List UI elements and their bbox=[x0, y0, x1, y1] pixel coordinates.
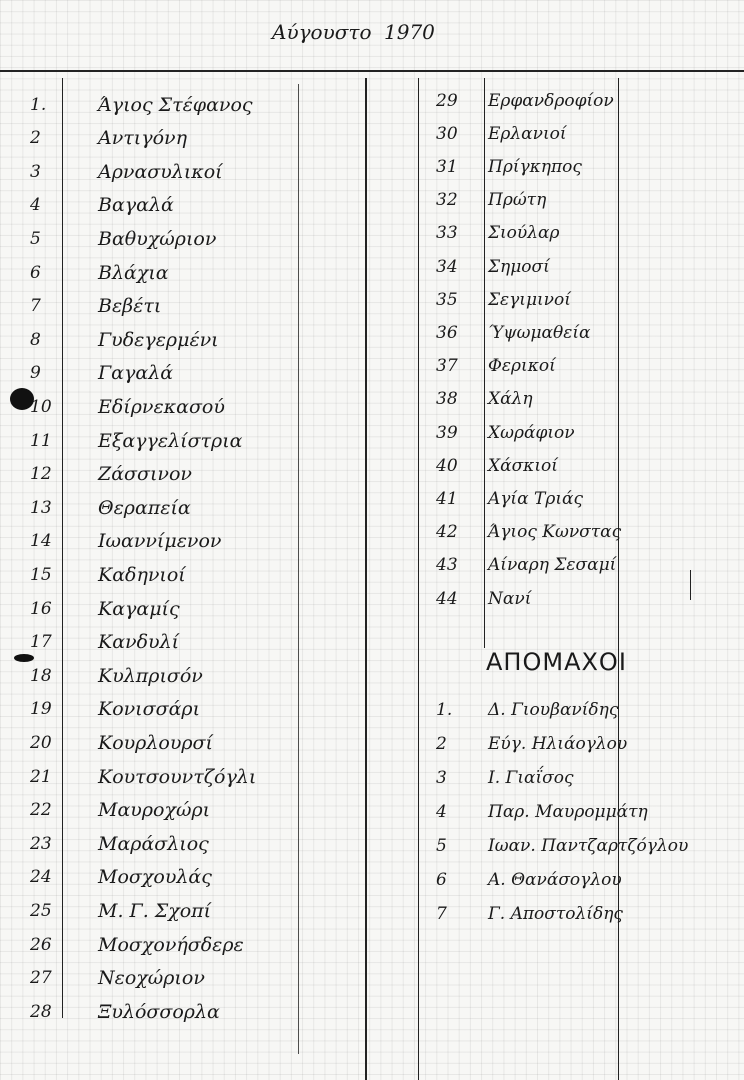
item-number: 29 bbox=[436, 90, 458, 111]
item-number: 33 bbox=[436, 223, 458, 244]
stray-mark bbox=[690, 570, 691, 600]
item-name: Α. Θανάσογλου bbox=[488, 869, 622, 890]
item-name: Δ. Γιουβανίδης bbox=[488, 699, 619, 720]
item-number: 43 bbox=[436, 555, 458, 576]
item-name: Ξυλόσσορλα bbox=[98, 1000, 220, 1023]
center-divider-line bbox=[365, 78, 367, 1080]
item-number: 39 bbox=[436, 422, 458, 443]
item-number: 5 bbox=[436, 835, 447, 856]
item-name: Ζάσσινον bbox=[98, 463, 192, 486]
item-name: Μ. Γ. Σχοπί bbox=[98, 899, 212, 922]
item-name: Βλάχια bbox=[98, 261, 169, 284]
item-name: Κονισσάρι bbox=[98, 698, 201, 721]
item-name: Μαυροχώρι bbox=[98, 799, 211, 822]
item-name: Ιωαν. Παντζαρτζόγλου bbox=[488, 835, 689, 856]
item-number: 40 bbox=[436, 455, 458, 476]
item-number: 35 bbox=[436, 289, 458, 310]
item-number: 44 bbox=[436, 588, 458, 609]
item-name: Ερλανιοί bbox=[488, 123, 567, 144]
item-number: 13 bbox=[30, 497, 52, 518]
item-number: 23 bbox=[30, 833, 52, 854]
item-name: Σεγιμινοί bbox=[488, 289, 571, 310]
item-number: 18 bbox=[30, 665, 52, 686]
item-name: Γ. Αποστολίδης bbox=[488, 903, 623, 924]
item-number: 31 bbox=[436, 156, 458, 177]
item-number: 27 bbox=[30, 968, 52, 989]
item-number: 22 bbox=[30, 800, 52, 821]
right-number-line bbox=[484, 78, 485, 648]
item-number: 37 bbox=[436, 356, 458, 377]
item-number: 2 bbox=[30, 128, 41, 149]
item-name: Χάσκιοί bbox=[488, 455, 558, 476]
section-heading-retired: ΑΠΟΜΑΧΟΙ bbox=[486, 648, 627, 676]
item-name: Άγιος Στέφανος bbox=[98, 93, 253, 116]
item-number: 7 bbox=[30, 296, 41, 317]
item-name: Εδίρνεκασού bbox=[98, 395, 225, 418]
item-name: Εξαγγελίστρια bbox=[98, 429, 243, 452]
item-name: Πρώτη bbox=[488, 190, 547, 211]
item-name: Καγαμίς bbox=[98, 597, 180, 620]
item-number: 9 bbox=[30, 363, 41, 384]
item-name: Καδηνιοί bbox=[98, 563, 186, 586]
item-number: 4 bbox=[30, 195, 41, 216]
item-name: Ιωαννίμενον bbox=[98, 530, 222, 553]
item-number: 12 bbox=[30, 464, 52, 485]
ink-dash bbox=[14, 654, 34, 662]
item-name: Παρ. Μαυρομμάτη bbox=[488, 801, 648, 822]
item-number: 36 bbox=[436, 322, 458, 343]
header-year: 1970 bbox=[384, 20, 435, 44]
item-name: Μαράσλιος bbox=[98, 832, 209, 855]
item-number: 20 bbox=[30, 732, 52, 753]
item-name: Θεραπεία bbox=[98, 496, 191, 519]
item-number: 42 bbox=[436, 522, 458, 543]
item-number: 34 bbox=[436, 256, 458, 277]
item-name: Μοσχουλάς bbox=[98, 866, 212, 889]
header-rule bbox=[0, 70, 744, 72]
item-number: 24 bbox=[30, 867, 52, 888]
item-number: 1. bbox=[30, 94, 47, 115]
item-number: 30 bbox=[436, 123, 458, 144]
item-name: Νανί bbox=[488, 588, 532, 609]
item-name: Αγία Τριάς bbox=[488, 488, 583, 509]
item-number: 8 bbox=[30, 329, 41, 350]
item-number: 41 bbox=[436, 488, 458, 509]
item-name: Κανδυλί bbox=[98, 631, 180, 654]
item-name: Αντιγόνη bbox=[98, 127, 187, 150]
item-name: Χωράφιον bbox=[488, 422, 575, 443]
item-name: Βεβέτι bbox=[98, 295, 162, 318]
item-number: 3 bbox=[30, 161, 41, 182]
item-name: Χάλη bbox=[488, 389, 533, 410]
item-name: Άγιος Κωνστας bbox=[488, 522, 622, 543]
item-name: Σημοσί bbox=[488, 256, 550, 277]
item-number: 6 bbox=[436, 869, 447, 890]
item-name: Φερικοί bbox=[488, 356, 556, 377]
left-right-line bbox=[298, 84, 299, 1054]
item-number: 2 bbox=[436, 733, 447, 754]
item-number: 21 bbox=[30, 766, 52, 787]
item-number: 1. bbox=[436, 699, 453, 720]
item-name: Ερφανδροφίον bbox=[488, 90, 614, 111]
item-name: Γυδεγερμένι bbox=[98, 328, 219, 351]
item-number: 15 bbox=[30, 564, 52, 585]
item-name: Εύγ. Ηλιάογλου bbox=[488, 733, 628, 754]
item-name: Πρίγκηπος bbox=[488, 156, 582, 177]
item-name: Βαγαλά bbox=[98, 194, 174, 217]
item-name: Σιούλαρ bbox=[488, 223, 560, 244]
item-name: Ύψωμαθεία bbox=[488, 322, 591, 343]
item-name: Γαγαλά bbox=[98, 362, 174, 385]
item-name: Αίναρη Σεσαμί bbox=[488, 555, 617, 576]
item-name: Αρνασυλικοί bbox=[98, 160, 223, 183]
item-name: Κουρλουρσί bbox=[98, 731, 213, 754]
item-number: 25 bbox=[30, 900, 52, 921]
item-number: 38 bbox=[436, 389, 458, 410]
item-number: 14 bbox=[30, 531, 52, 552]
item-name: Κουτσουντζόγλι bbox=[98, 765, 257, 788]
item-number: 16 bbox=[30, 598, 52, 619]
header-month: Αύγουστο bbox=[272, 20, 372, 44]
item-name: Νεοχώριον bbox=[98, 967, 205, 990]
item-name: Βαθυχώριον bbox=[98, 227, 217, 250]
item-number: 17 bbox=[30, 632, 52, 653]
item-number: 3 bbox=[436, 767, 447, 788]
item-number: 5 bbox=[30, 228, 41, 249]
item-number: 28 bbox=[30, 1001, 52, 1022]
item-number: 19 bbox=[30, 699, 52, 720]
right-margin-line bbox=[418, 78, 419, 1080]
item-number: 4 bbox=[436, 801, 447, 822]
item-number: 11 bbox=[30, 430, 52, 451]
item-name: Μοσχονήσδερε bbox=[98, 933, 244, 956]
item-number: 6 bbox=[30, 262, 41, 283]
item-number: 7 bbox=[436, 903, 447, 924]
item-number: 10 bbox=[30, 396, 52, 417]
item-number: 26 bbox=[30, 934, 52, 955]
item-name: Ι. Γιαΐσος bbox=[488, 767, 574, 788]
item-name: Κυλπρισόν bbox=[98, 664, 203, 687]
item-number: 32 bbox=[436, 190, 458, 211]
right-edge-line bbox=[618, 78, 619, 1080]
